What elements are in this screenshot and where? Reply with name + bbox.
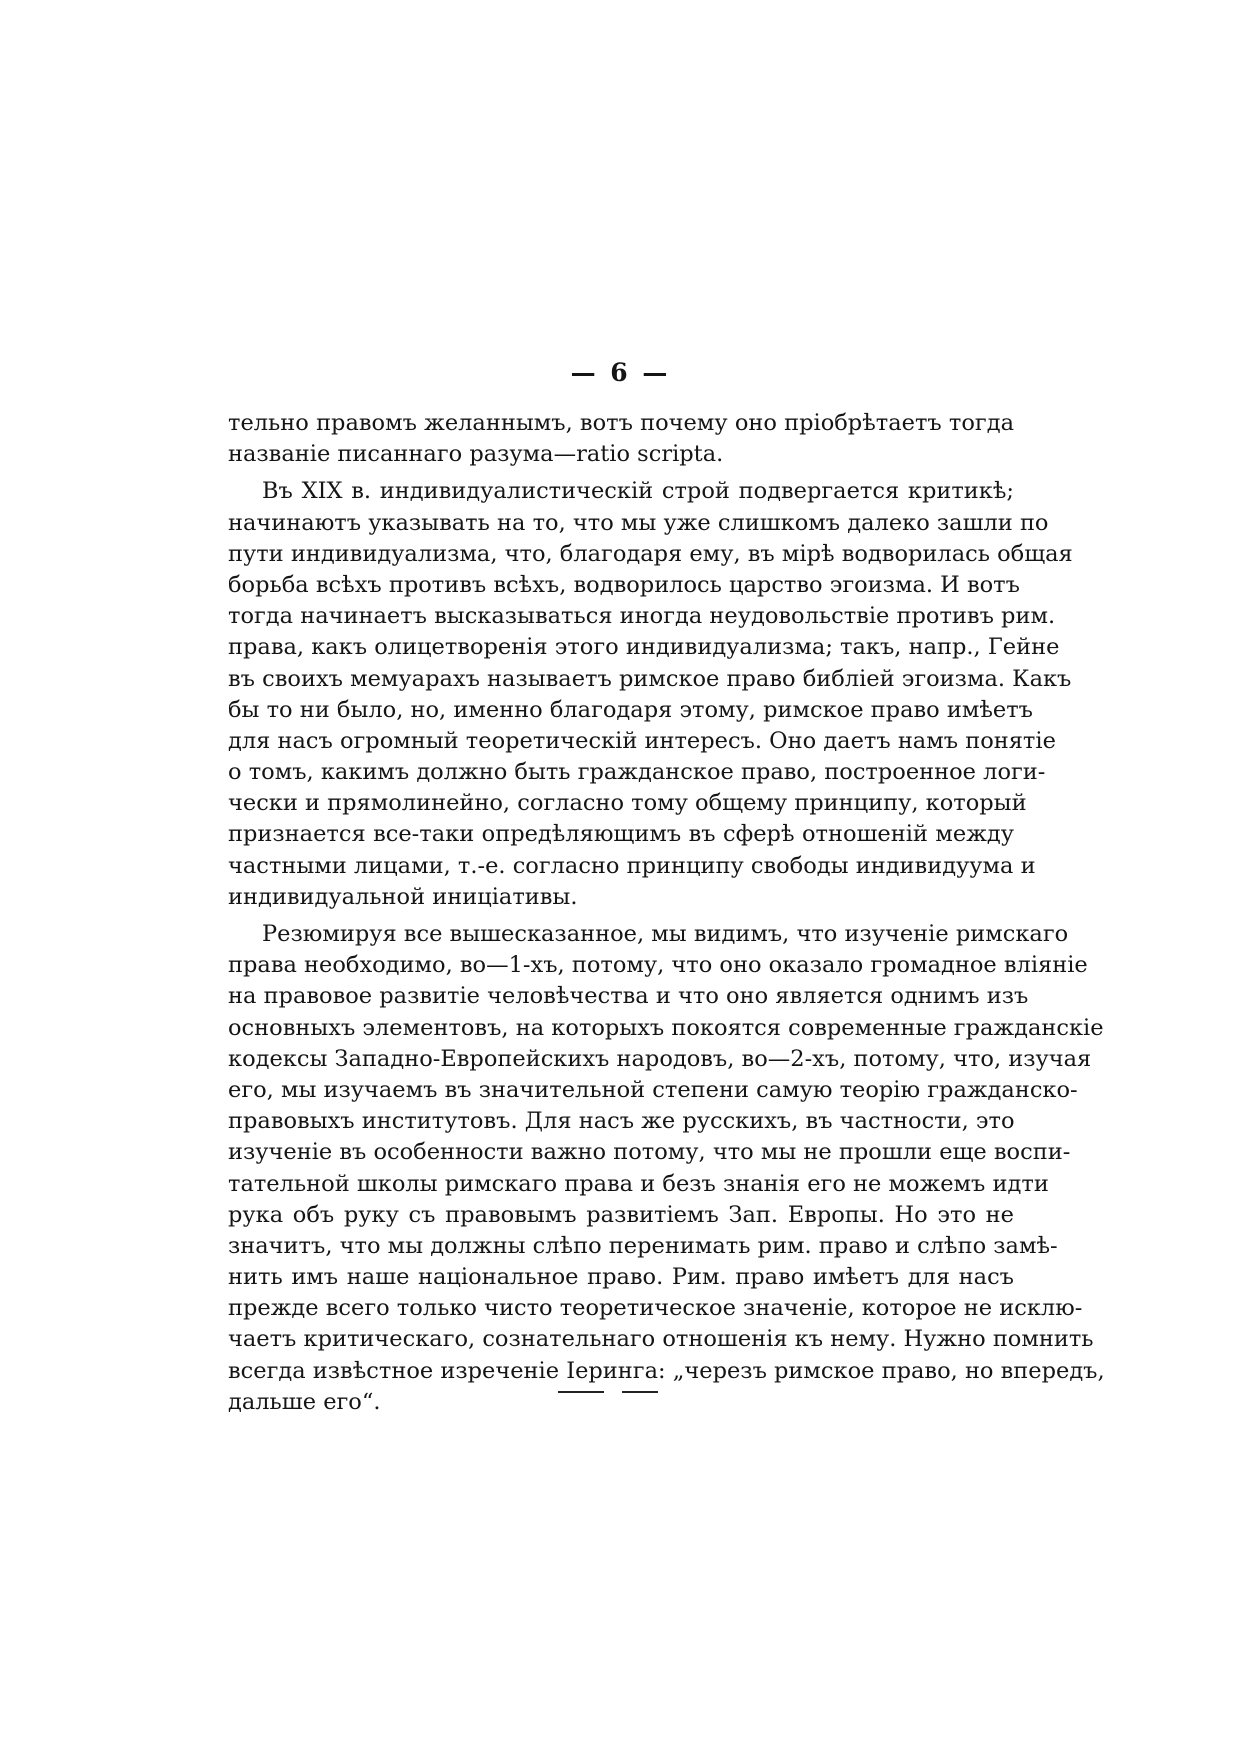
text-line: тательной школы римскаго права и безъ знанія его не можемъ идти	[228, 1170, 1049, 1197]
text-line: значитъ, что мы должны слѣпо перенимать рим. право и слѣпо замѣ-	[228, 1232, 1058, 1259]
text-line: рука объ руку съ правовымъ развитіемъ Зап. Европы. Но это не	[228, 1201, 1014, 1228]
paragraph	[228, 476, 1073, 913]
text-line: правовыхъ институтовъ. Для насъ же русскихъ, въ частности, это	[228, 1108, 1015, 1135]
paragraph	[228, 408, 1014, 470]
text-line: пути индивидуализма, что, благодаря ему, въ мірѣ водворилась общая	[228, 540, 1073, 567]
text-line: признается все-таки опредѣляющимъ въ сферѣ отношеній между	[228, 821, 1014, 848]
text-line: дальше его“.	[228, 1388, 381, 1415]
text-line: Въ XIX в. индивидуалистическій строй подвергается критикѣ;	[262, 478, 1014, 505]
text-line: борьба всѣхъ противъ всѣхъ, водворилось царство эгоизма. И вотъ	[228, 571, 1020, 598]
text-line: кодексы Западно-Европейскихъ народовъ, во—2-хъ, потому, что, изучая	[228, 1045, 1092, 1072]
end-ornament-rule	[558, 1391, 604, 1393]
text-line: для насъ огромный теоретическій интересъ. Оно даетъ намъ понятіе	[228, 727, 1056, 754]
page-number: — 6 —	[570, 358, 671, 387]
text-line: частными лицами, т.-е. согласно принципу свободы индивидуума и	[228, 852, 1036, 879]
text-line: права, какъ олицетворенія этого индивидуализма; такъ, напр., Гейне	[228, 634, 1060, 661]
text-line: бы то ни было, но, именно благодаря этому, римское право имѣетъ	[228, 696, 1033, 723]
text-line: тельно правомъ желаннымъ, вотъ почему оно пріобрѣтаетъ тогда	[228, 410, 1014, 436]
text-line: индивидуальной иниціативы.	[228, 883, 578, 910]
text-line: нить имъ наше національное право. Рим. право имѣетъ для насъ	[228, 1264, 1014, 1291]
text-line: чаетъ критическаго, сознательнаго отношенія къ нему. Нужно помнить	[228, 1326, 1094, 1353]
text-line: прежде всего только чисто теоретическое значеніе, которое не исклю-	[228, 1295, 1083, 1322]
text-line: его, мы изучаемъ въ значительной степени самую теорію гражданско-	[228, 1076, 1078, 1103]
text-line: названіе писаннаго разума—ratio scripta.	[228, 441, 724, 468]
text-line: тогда начинаетъ высказываться иногда неудовольствіе противъ рим.	[228, 603, 1056, 630]
text-line: права необходимо, во—1-хъ, потому, что оно оказало громадное вліяніе	[228, 952, 1088, 979]
text-line: на правовое развитіе человѣчества и что оно является однимъ изъ	[228, 983, 1029, 1010]
document-body	[228, 408, 1105, 1418]
text-line: о томъ, какимъ должно быть гражданское право, построенное логи-	[228, 759, 1046, 786]
text-line: Резюмируя все вышесказанное, мы видимъ, что изученіе римскаго	[262, 921, 1069, 947]
text-line: основныхъ элементовъ, на которыхъ покоятся современные гражданскіе	[228, 1014, 1104, 1041]
text-line: начинаютъ указывать на то, что мы уже слишкомъ далеко зашли по	[228, 509, 1049, 536]
paragraph	[228, 919, 1105, 1418]
text-line: въ своихъ мемуарахъ называетъ римское право библіей эгоизма. Какъ	[228, 665, 1072, 692]
text-line: чески и прямолинейно, согласно тому общему принципу, который	[228, 790, 1027, 817]
text-line: всегда извѣстное изреченіе Іеринга: „черезъ римское право, но впередъ,	[228, 1357, 1105, 1384]
text-line: изученіе въ особенности важно потому, что мы не прошли еще воспи-	[228, 1139, 1071, 1166]
end-ornament-rule	[622, 1391, 658, 1393]
